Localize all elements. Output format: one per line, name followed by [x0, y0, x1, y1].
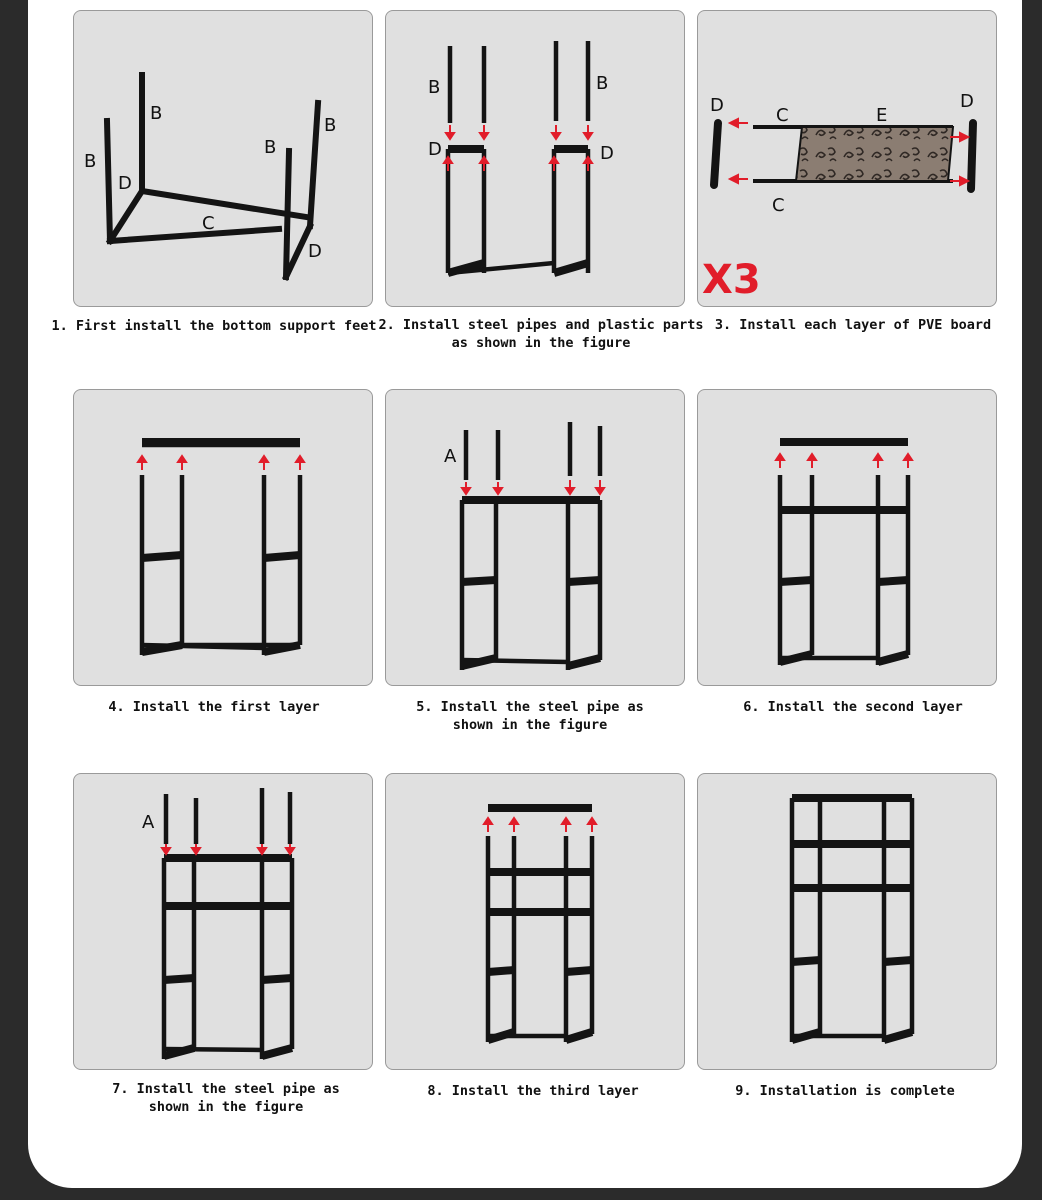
- label-b: B: [84, 151, 97, 172]
- step-6-illustration: [698, 390, 997, 686]
- label-d: D: [960, 91, 974, 112]
- label-c: C: [202, 213, 215, 234]
- step-1-panel: [73, 10, 373, 307]
- step-3-caption: 3. Install each layer of PVE board: [714, 317, 992, 333]
- label-d: D: [710, 95, 724, 116]
- step-2-illustration: [386, 11, 685, 307]
- label-d: D: [428, 139, 442, 160]
- label-c: C: [772, 195, 785, 216]
- step-3-panel: [697, 10, 997, 307]
- label-d: D: [308, 241, 322, 262]
- label-b: B: [428, 77, 441, 98]
- step-2-caption: 2. Install steel pipes and plastic parts as shown in the figure: [378, 317, 704, 351]
- step-6-caption: 6. Install the second layer: [743, 699, 963, 715]
- step-5-panel: [385, 389, 685, 686]
- label-a: A: [142, 812, 155, 833]
- step-6-panel: [697, 389, 997, 686]
- step-4-illustration: [74, 390, 373, 686]
- label-b: B: [150, 103, 163, 124]
- label-b: B: [324, 115, 337, 136]
- step-3-illustration: [698, 11, 997, 307]
- step-7-panel: [73, 773, 373, 1070]
- step-7-illustration: [74, 774, 373, 1070]
- step-7-caption: 7. Install the steel pipe as shown in the figure: [112, 1081, 340, 1115]
- step-8-caption: 8. Install the third layer: [427, 1083, 639, 1099]
- step-5-caption: 5. Install the steel pipe as shown in the figure: [416, 699, 644, 733]
- step-2-panel: [385, 10, 685, 307]
- step-4-caption: 4. Install the first layer: [108, 699, 320, 715]
- step-5-illustration: [386, 390, 685, 686]
- multiplier-x3: X3: [702, 257, 761, 303]
- label-a: A: [444, 446, 457, 467]
- label-b: B: [264, 137, 277, 158]
- step-9-panel: [697, 773, 997, 1070]
- step-8-illustration: [386, 774, 685, 1070]
- step-9-caption: 9. Installation is complete: [735, 1083, 955, 1099]
- step-1-illustration: [74, 11, 373, 307]
- step-8-panel: [385, 773, 685, 1070]
- step-1-caption: 1. First install the bottom support feet: [51, 318, 377, 334]
- label-e: E: [876, 105, 888, 126]
- step-4-panel: [73, 389, 373, 686]
- label-d: D: [600, 143, 614, 164]
- label-b: B: [596, 73, 609, 94]
- label-d: D: [118, 173, 132, 194]
- step-9-illustration: [698, 774, 997, 1070]
- label-c: C: [776, 105, 789, 126]
